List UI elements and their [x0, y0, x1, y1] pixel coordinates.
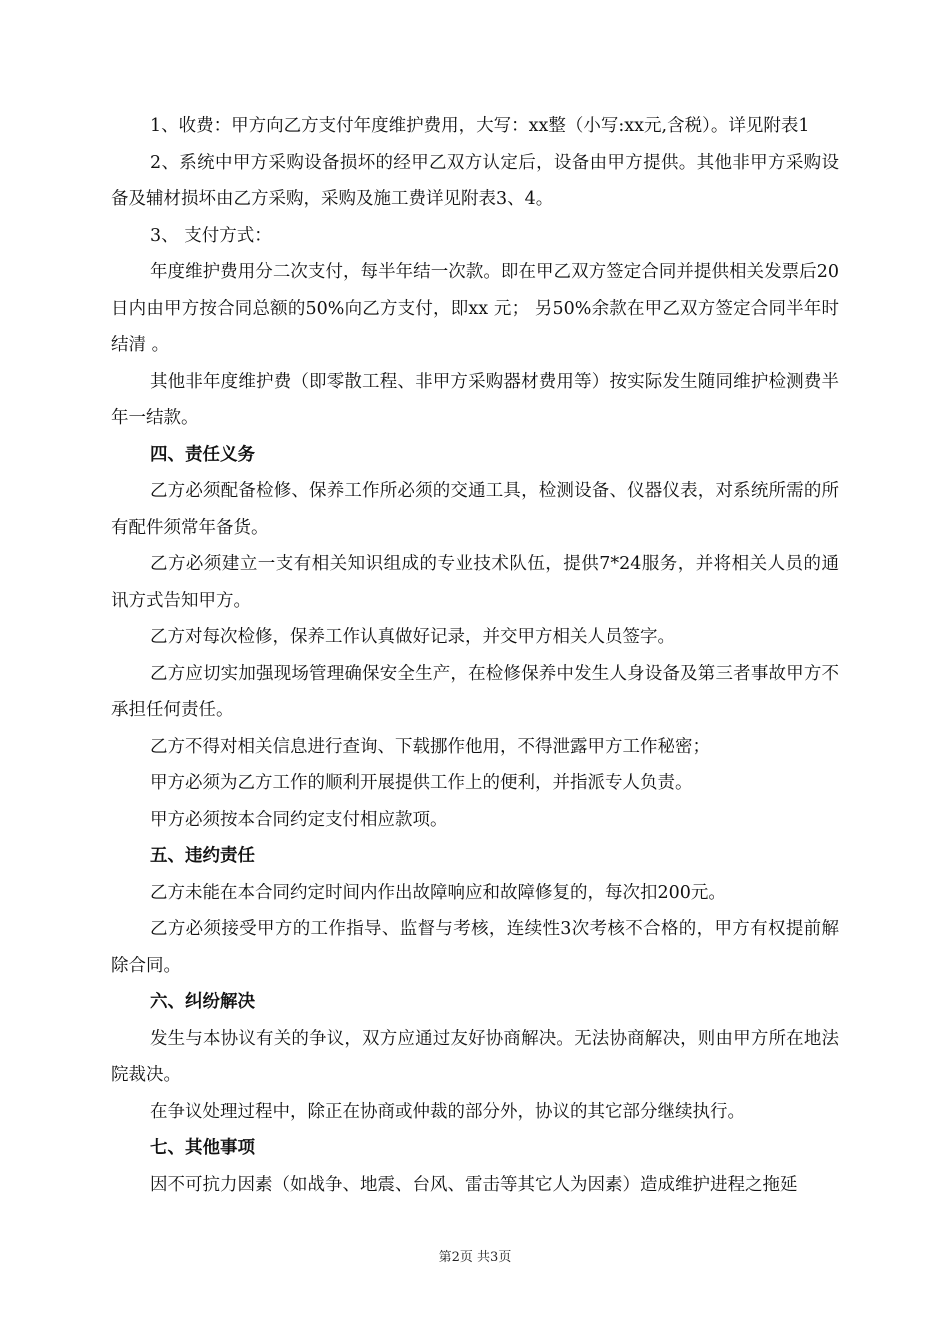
page-number-footer: 第2页 共3页	[438, 1250, 512, 1265]
document-body	[111, 108, 839, 1203]
paragraph-tools: 乙方必须配备检修、保养工作所必须的交通工具，检测设备、仪器仪表，对系统所需的所有配件须常年备货。	[111, 481, 839, 538]
paragraph-fee: 1、收费：甲方向乙方支付年度维护费用，大写：xx整（小写:xx元,含税）。详见附表1	[150, 116, 810, 136]
paragraph-dispute-continuation: 在争议处理过程中，除正在协商或仲裁的部分外，协议的其它部分继续执行。	[150, 1101, 745, 1122]
paragraph-dispute-resolution: 发生与本协议有关的争议，双方应通过友好协商解决。无法协商解决，则由甲方所在地法院裁决。	[111, 1028, 839, 1085]
paragraph-equipment: 2、系统中甲方采购设备损坏的经甲乙双方认定后，设备由甲方提供。其他非甲方采购设备及辅材损坏由乙方采购，采购及施工费详见附表3、4。	[111, 152, 839, 209]
paragraph-safety: 乙方应切实加强现场管理确保安全生产，在检修保养中发生人身设备及第三者事故甲方不承担任何责任。	[111, 663, 839, 720]
paragraph-party-a-payment: 甲方必须按本合同约定支付相应款项。	[150, 809, 448, 830]
paragraph-team: 乙方必须建立一支有相关知识组成的专业技术队伍，提供7*24服务，并将相关人员的通讯方式告知甲方。	[111, 554, 839, 611]
paragraph-payment-method: 3、 支付方式：	[150, 225, 272, 246]
paragraph-payment-schedule: 年度维护费用分二次支付，每半年结一次款。即在甲乙双方签定合同并提供相关发票后20日内由甲方按合同总额的50%向乙方支付，即xx 元； 另50%余款在甲乙双方签定合同半年时结清 。	[111, 262, 839, 355]
paragraph-records: 乙方对每次检修，保养工作认真做好记录，并交甲方相关人员签字。	[150, 627, 675, 647]
section-heading-disputes: 六、纠纷解决	[150, 992, 255, 1012]
section-heading-other: 七、其他事项	[150, 1138, 255, 1158]
paragraph-penalty: 乙方未能在本合同约定时间内作出故障响应和故障修复的，每次扣200元。	[150, 882, 726, 903]
paragraph-confidentiality: 乙方不得对相关信息进行查询、下载挪作他用，不得泄露甲方工作秘密；	[150, 736, 710, 757]
section-heading-responsibilities: 四、责任义务	[150, 444, 255, 465]
paragraph-assessment: 乙方必须接受甲方的工作指导、监督与考核，连续性3次考核不合格的，甲方有权提前解除合同。	[111, 919, 839, 976]
paragraph-force-majeure: 因不可抗力因素（如战争、地震、台风、雷击等其它人为因素）造成维护进程之拖延	[150, 1174, 798, 1195]
paragraph-party-a-support: 甲方必须为乙方工作的顺利开展提供工作上的便利，并指派专人负责。	[150, 773, 693, 793]
paragraph-other-fees: 其他非年度维护费（即零散工程、非甲方采购器材费用等）按实际发生随同维护检测费半年一结款。	[111, 371, 839, 428]
section-heading-breach: 五、违约责任	[150, 846, 255, 866]
